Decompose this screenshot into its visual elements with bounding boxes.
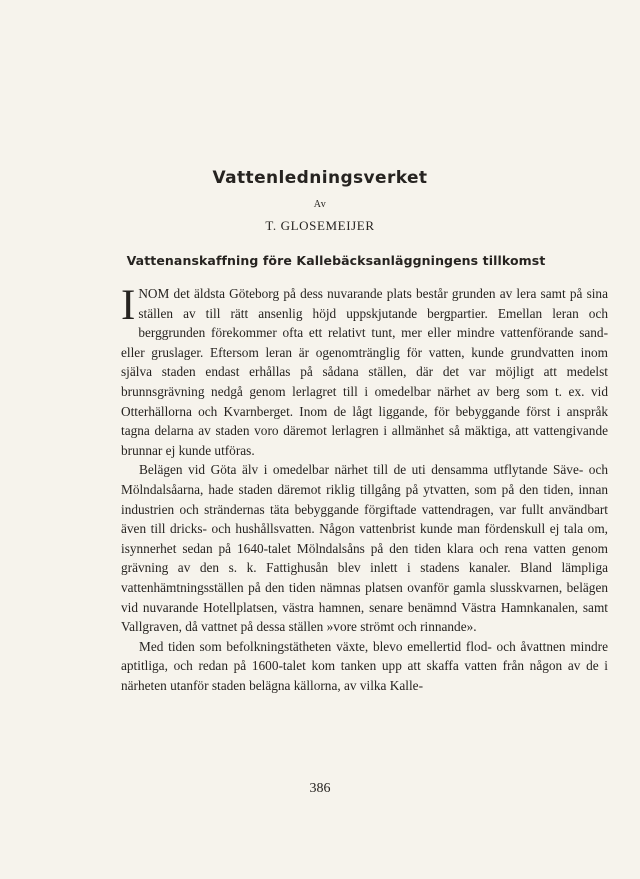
- article-title: Vattenledningsverket: [212, 168, 428, 188]
- paragraph-text: NOM det äldsta Göteborg på dess nuvarande plats består grunden av lera samt på sina ställen av till rätt ansenlig höjd uppskjutande bergpartier. Emellan leran och berggrunden förekommer ofta ett relativt tunt, mer eller mindre vattenförande sand- eller gruslager. Eftersom leran är ogenomtränglig för vatten, kunde grundvatten inom själva staden endast erhållas på sådana ställen, där det var möjligt att medelst brunnsgrävning nedgå genom lerlagret till i omedelbar närhet av berg som t. ex. vid Otterhällorna och Kvarnberget. Inom de lågt liggande, för bebyggande först i anspråk tagna delarna av staden voro däremot lerlagren i allmänhet så mäktiga, att vattengivande brunnar ej kunde utföras.: [121, 286, 608, 458]
- byline-label: Av: [313, 199, 327, 210]
- paragraph-2: Belägen vid Göta älv i omedelbar närhet till de uti densamma utflytande Säve- och Mölndalsåarna, hade staden däremot riklig tillgång på ytvatten, som på den tiden, innan industrien och strändernas täta bebyggande förgiftade vattendragen, var fullt användbart även till dricks- och hushållsvatten. Någon vattenbrist kunde man fördenskull ej tala om, isynnerhet sedan på 1640-talet Mölndalsåns på den tiden klara och rena vatten genom grävning av den s. k. Fattighusån blev inlett i stadens kanaler. Bland lämpliga vattenhämtningsställen på den tiden nämnas platsen ovanför gamla slusskvarnen, belägen vid nuvarande Hotellplatsen, västra hamnen, senare benämnd Västra Hamnkanalen, samt Vallgraven, då vattnet på dessa ställen »vore strömt och rinnande».: [121, 462, 608, 635]
- article-body: [121, 284, 608, 695]
- paragraph-3: Med tiden som befolkningstätheten växte, blevo emellertid flod- och åvattnen mindre aptitliga, och redan på 1600-talet kom tanken upp att skaffa vatten från någon av de i närheten utanför staden belägna källorna, av vilka Kalle-: [121, 638, 608, 693]
- drop-cap: I: [121, 282, 136, 329]
- author-name: T. GLOSEMEIJER: [265, 218, 375, 233]
- paragraph-1: [121, 284, 608, 460]
- section-heading: Vattenanskaffning före Kallebäcksanläggningens tillkomst: [126, 253, 546, 268]
- page-number: 386: [309, 781, 331, 796]
